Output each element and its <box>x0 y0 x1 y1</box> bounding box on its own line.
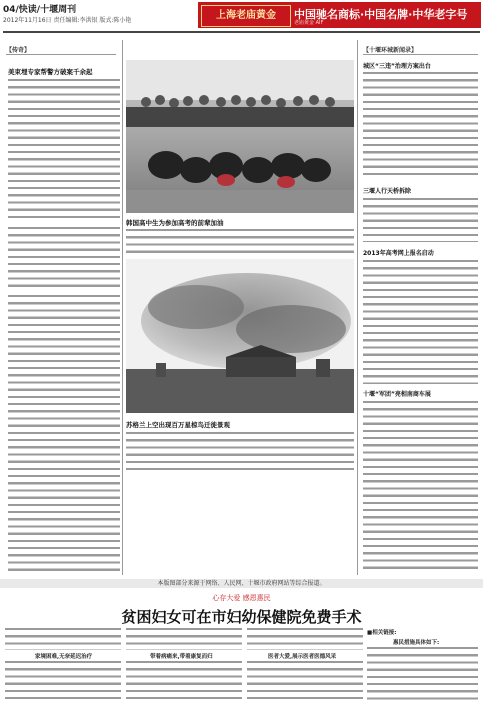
advertisement-banner <box>198 2 481 28</box>
story-col4 <box>367 647 478 701</box>
page-label: 04/快读/十堰周刊 <box>3 5 77 15</box>
right-sec4-title: 十堰“军团”亮相南商车展 <box>363 391 431 398</box>
left-col-intro <box>8 79 120 223</box>
ad-brand: 上海老庙黄金 <box>201 5 291 27</box>
story-col3-b <box>247 661 363 701</box>
header-rule <box>3 31 480 33</box>
right-sec1-text <box>363 72 478 178</box>
story-sub4: ■相关链接: <box>367 630 397 636</box>
story-col1-a <box>5 628 121 650</box>
right-sec4-text <box>363 401 478 571</box>
left-col-tag: 【传奇】 <box>6 45 116 55</box>
right-sec3-text <box>363 260 478 384</box>
story-sub2: 带着病痛来,带着康复而归 <box>150 654 213 660</box>
photo1-text <box>126 229 354 257</box>
story-sub1: 家境困难,无奈延迟治疗 <box>35 654 93 660</box>
source-strip: 本版图部分来源于网络、人民网、十堰市政府网站等综合报道。 <box>0 579 483 588</box>
story-sub3: 医者大爱,展示医者医德风采 <box>268 654 337 660</box>
left-col-p2 <box>8 227 120 291</box>
story-col2-a <box>126 628 242 650</box>
right-sec2-title: 三堰人行天桥拆除 <box>363 188 412 195</box>
story-col1-b <box>5 661 121 701</box>
right-sec2-text <box>363 198 478 242</box>
column-divider-right <box>357 40 358 575</box>
story-col2-b <box>126 661 242 701</box>
right-sec1-title: 城区“三违”治理方案出台 <box>363 63 431 70</box>
page-header <box>0 0 483 30</box>
date-line: 2012年11月16日 责任编辑:李洪银 版式:陈小艳 <box>3 17 132 24</box>
ad-sub: 老庙黄金 AIF <box>294 20 324 26</box>
photo-students-cheering <box>126 60 354 213</box>
left-col-title: 美束埋专家帮警方破案千余起 <box>8 68 93 76</box>
story-headline: 贫困妇女可在市妇幼保健院免费手术 <box>121 608 362 626</box>
photo1-caption: 韩国高中生为参加高考的前辈加油 <box>126 219 224 227</box>
right-col-tag: 【十堰环城新闻录】 <box>363 45 478 55</box>
story-kicker: 心存大爱 感恩惠民 <box>212 594 271 602</box>
photo2-text <box>126 432 354 474</box>
story-sub5: 惠民措施具体如下: <box>393 640 440 646</box>
column-divider <box>122 40 123 575</box>
right-sec3-title: 2013年高考网上报名启动 <box>363 250 434 257</box>
ad-slogan: 中国驰名商标·中国名牌·中华老字号 <box>294 8 468 21</box>
left-col-p3 <box>8 295 120 571</box>
story-col3-a <box>247 628 363 650</box>
photo2-caption: 苏格兰上空出现百万星椋鸟迁徙景观 <box>126 421 230 429</box>
photo-starlings-sky <box>126 259 354 413</box>
